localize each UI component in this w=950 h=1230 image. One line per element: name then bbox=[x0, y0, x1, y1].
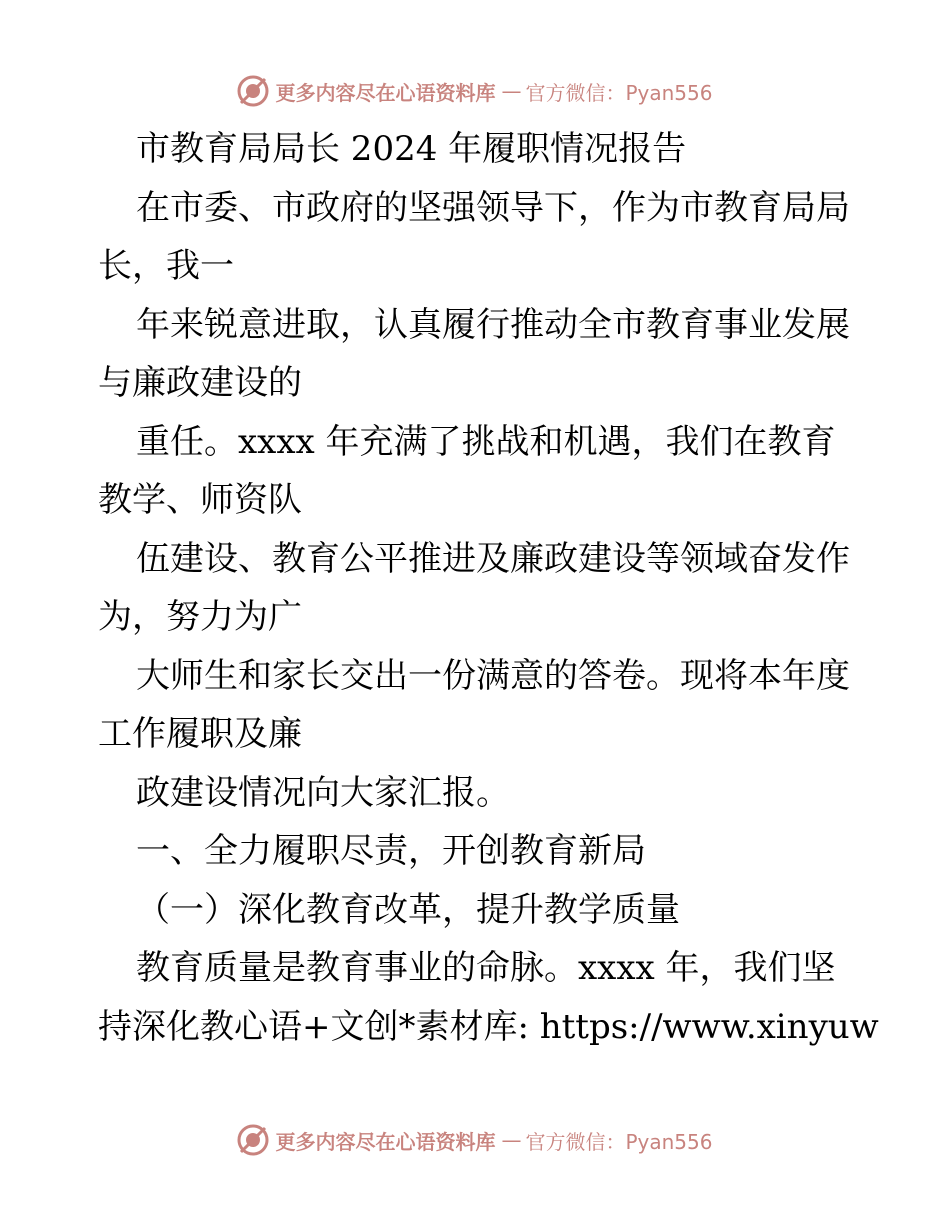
text-line: （一）深化教育改革，提升教学质量 bbox=[136, 889, 680, 930]
brand-logo-icon bbox=[237, 1124, 269, 1156]
text-line: 教学、师资队 bbox=[98, 480, 302, 520]
text-line: 大师生和家长交出一份满意的答卷。现将本年度 bbox=[136, 655, 850, 696]
watermark-text: 更多内容尽在心语资料库 bbox=[275, 80, 496, 105]
text-line: 为，努力为广 bbox=[98, 597, 302, 637]
watermark-dash: — bbox=[501, 1128, 520, 1152]
header-watermark bbox=[0, 71, 950, 111]
text-line: 一、全力履职尽责，开创教育新局 bbox=[136, 831, 646, 871]
text-line: 伍建设、教育公平推进及廉政建设等领域奋发作 bbox=[136, 538, 850, 579]
document-body bbox=[98, 120, 879, 1056]
watermark-suffix: 官方微信：Pyan556 bbox=[525, 80, 713, 105]
text-line: 长，我一 bbox=[98, 246, 234, 286]
text-line: 市教育局局长 2024 年履职情况报告 bbox=[136, 129, 687, 169]
watermark-dash: — bbox=[501, 79, 520, 103]
text-line: 政建设情况向大家汇报。 bbox=[136, 772, 510, 813]
watermark-suffix: 官方微信：Pyan556 bbox=[525, 1129, 713, 1154]
brand-logo-icon bbox=[237, 75, 269, 107]
text-line: 在市委、市政府的坚强领导下，作为市教育局局 bbox=[136, 187, 850, 228]
watermark-text: 更多内容尽在心语资料库 bbox=[275, 1129, 496, 1154]
text-line: 年来锐意进取，认真履行推动全市教育事业发展 bbox=[136, 304, 850, 345]
footer-watermark bbox=[0, 1120, 950, 1160]
text-line: 工作履职及廉 bbox=[98, 714, 302, 754]
text-line: 教育质量是教育事业的命脉。xxxx 年，我们坚 bbox=[136, 948, 836, 988]
text-line: 重任。xxxx 年充满了挑战和机遇，我们在教育 bbox=[136, 421, 836, 462]
text-line: 持深化教心语+文创*素材库: https://www.xinyuw bbox=[98, 1006, 879, 1047]
text-line: 与廉政建设的 bbox=[98, 363, 302, 403]
